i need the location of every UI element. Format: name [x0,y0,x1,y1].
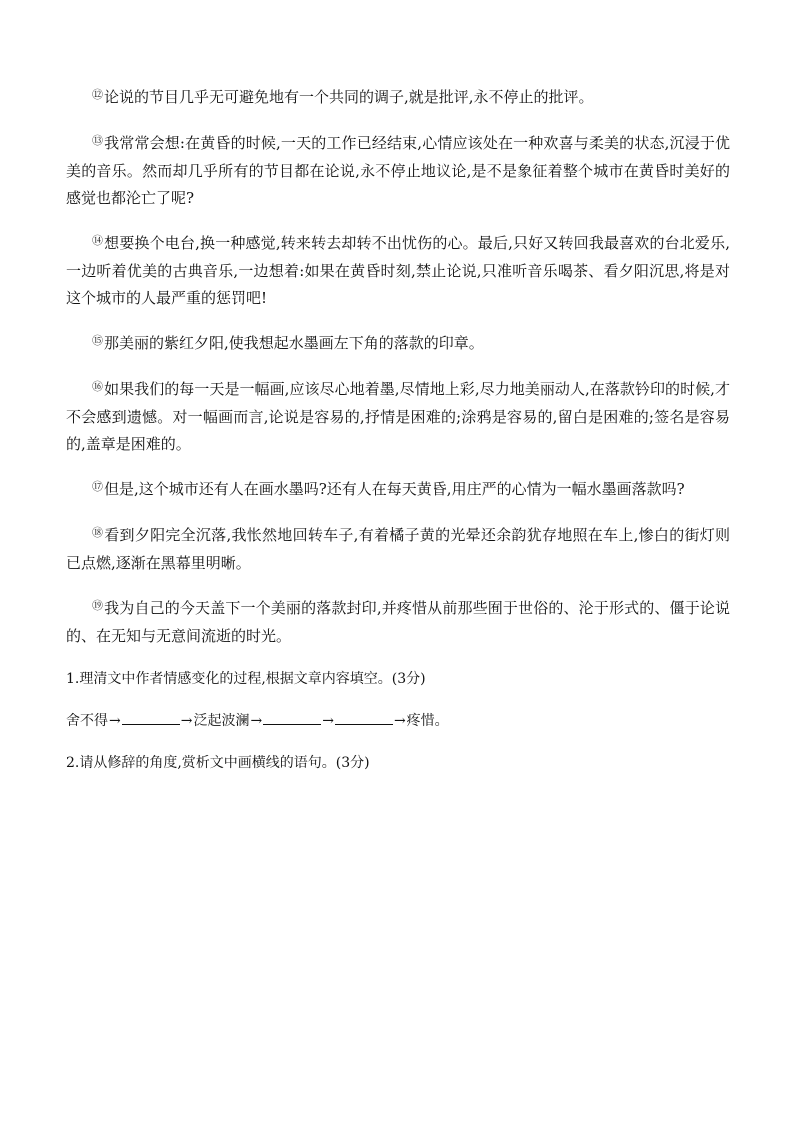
paragraph-text: 我常常会想:在黄昏的时候,一天的工作已经结束,心情应该处在一种欢喜与柔美的状态,沉浸于优美的音乐。然而却几乎所有的节目都在论说,永不停止地议论,是不是象征着整个城市在黄昏时美好的感觉也都沦亡了呢? [66,134,730,207]
blank-field-1[interactable] [122,710,180,725]
paragraph-number: ⑰ [92,480,103,493]
blank-field-3[interactable] [335,710,393,725]
paragraph-number: ⑭ [92,234,104,247]
arrow-icon: → [109,713,121,729]
paragraph-number: ⑮ [92,334,103,347]
paragraph-17 [66,476,730,504]
paragraph-text: 那美丽的紫红夕阳,使我想起水墨画左下角的落款的印章。 [104,334,484,352]
chain-start: 舍不得 [66,713,108,729]
paragraph-16 [66,376,730,458]
paragraph-18 [66,522,730,577]
answer-chain [66,710,730,732]
paragraph-text: 想要换个电台,换一种感觉,转来转去却转不出忧伤的心。最后,只好又转回我最喜欢的台北爱乐,一边听着优美的古典音乐,一边想着:如果在黄昏时刻,禁止论说,只准听音乐喝茶、看夕阳沉思,将是对这个城市的人最严重的惩罚吧! [66,234,731,307]
paragraph-number: ⑯ [92,380,104,393]
paragraph-number: ⑬ [92,134,104,147]
document-page [66,84,730,794]
paragraph-number: ⑱ [92,526,104,539]
chain-end: 疼惜。 [406,713,449,729]
chain-middle: 泛起波澜 [193,713,250,729]
arrow-icon: → [393,713,406,729]
paragraph-13 [66,130,730,212]
paragraph-15 [66,330,730,358]
arrow-icon: → [322,713,334,729]
question-2: 2.请从修辞的角度,赏析文中画横线的语句。(3分) [66,755,370,771]
arrow-icon: → [250,713,263,729]
paragraph-number: ⑲ [92,599,104,612]
paragraph-text: 我为自己的今天盖下一个美丽的落款封印,并疼惜从前那些囿于世俗的、沦于形式的、僵于论说的、在无知与无意间流逝的时光。 [66,599,730,645]
paragraph-14 [66,230,730,312]
paragraph-text: 但是,这个城市还有人在画水墨吗?还有人在每天黄昏,用庄严的心情为一幅水墨画落款吗? [104,480,685,498]
question-1: 1.理清文中作者情感变化的过程,根据文章内容填空。(3分) [66,671,426,687]
paragraph-text: 如果我们的每一天是一幅画,应该尽心地着墨,尽情地上彩,尽力地美丽动人,在落款钤印的时候,才不会感到遗憾。对一幅画而言,论说是容易的,抒情是困难的;涂鸦是容易的,留白是困难的;签名是容易的,盖章是困难的。 [66,380,731,453]
paragraph-12 [66,84,730,112]
arrow-icon: → [180,713,193,729]
paragraph-text: 看到夕阳完全沉落,我怅然地回转车子,有着橘子黄的光晕还余韵犹存地照在车上,惨白的街灯则已点燃,逐渐在黑幕里明晰。 [66,526,731,572]
paragraph-text: 论说的节目几乎无可避免地有一个共同的调子,就是批评,永不停止的批评。 [104,88,594,106]
paragraph-19 [66,595,730,650]
paragraph-number: ⑫ [92,88,103,101]
blank-field-2[interactable] [263,710,321,725]
